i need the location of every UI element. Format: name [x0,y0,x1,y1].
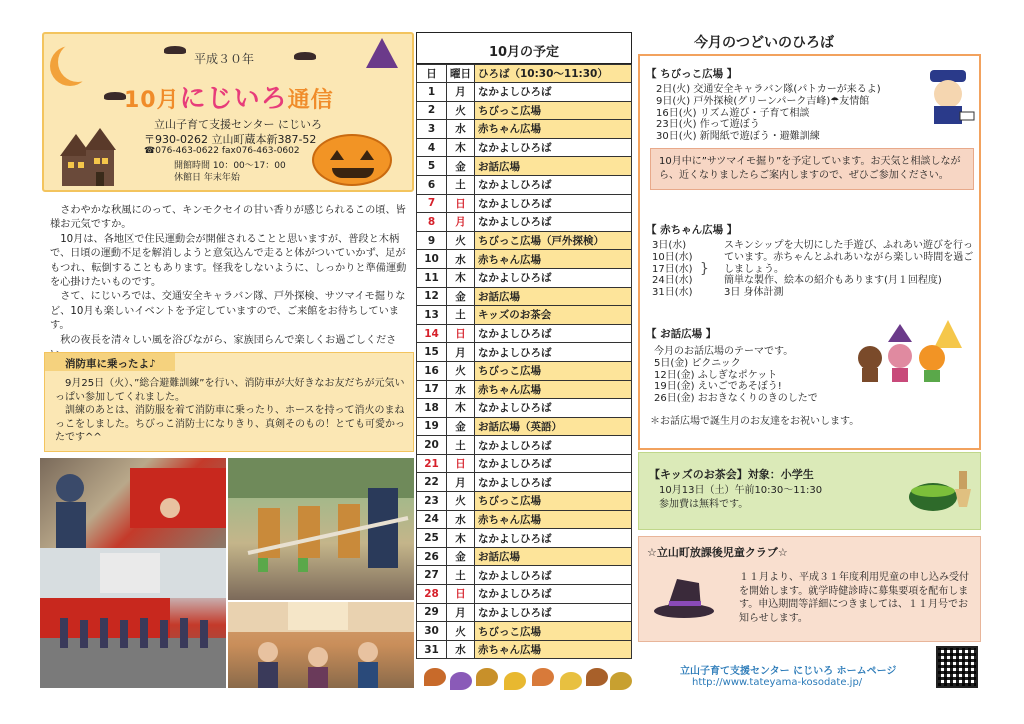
schedule-day: 21 [417,454,447,473]
chibikko-note: 10月中に”サツマイモ掘り”を予定しています。お天気と相談しながら、近くなりましたらご案内しますので、ぜひご参加ください。 [650,148,974,190]
schedule-weekday: 木 [447,529,475,548]
club-body: １１月より、平成３１年度利用児童の申し込み受付を開始します。就学時健診時に募集要項を配布します。申込期間等詳細につきましては、１１月号でお知らせします。 [739,572,969,624]
schedule-day: 29 [417,603,447,622]
schedule-event: なかよしひろば [475,138,632,157]
schedule-weekday: 月 [447,213,475,232]
akachan-dates: 3日(水) 10日(水) 17日(水) 24日(水) 31日(水) [652,240,693,299]
schedule-event: お話広場 [475,157,632,176]
schedule-day: 12 [417,287,447,306]
schedule-weekday: 火 [447,101,475,120]
photo-kids-firefighters [228,458,414,600]
schedule-weekday: 水 [447,120,475,139]
schedule-day: 18 [417,399,447,418]
acorn-icon [424,668,446,686]
schedule-row [417,268,632,287]
witch-hat-icon [653,575,715,619]
schedule-row [417,101,632,120]
bat-icon [294,52,316,60]
photo-fire-truck-inside [40,458,226,548]
era-year: 平成３０年 [194,52,255,66]
sweet-potato-icon [532,668,554,686]
schedule-day: 10 [417,250,447,269]
ohanashi-title: 【 お話広場 】 [646,328,717,340]
schedule-event: なかよしひろば [475,324,632,343]
schedule-day: 22 [417,473,447,492]
schedule-table [416,64,632,659]
schedule-weekday: 金 [447,547,475,566]
schedule-day: 1 [417,83,447,102]
schedule-event: お話広場（英語） [475,417,632,436]
ohanashi-list: 今月のお話広場のテーマです。 5日(金) ピクニック 12日(金) ふしぎなポケット 19日(金) えいごであそぼう! 26日(金) おおきなくりのきのしたで [654,346,818,405]
schedule-row [417,454,632,473]
fire-drill-body: 9月25日（火）、”総合避難訓練”を行い、消防車が大好きなお友だちが元気いっぱい参加してくれました。 訓練のあとは、消防服を着て消防車に乗ったり、ホースを持って消火のまねっこをしました。ちびっこ消防士になりきり、真剣そのもの！とても可愛かったです^^ [55,378,405,443]
schedule-day: 31 [417,640,447,659]
leaf-icon [504,672,526,690]
schedule-row [417,492,632,511]
chibikko-list: 2日(火) 交通安全キャラバン隊(パトカーが来るよ) 9日(火) 戸外探検(グリーンパーク吉峰)☂友情館 16日(火) リズム遊び・子育て相談 23日(火) 作って遊ぼう 30日(火) 新聞紙で遊ぼう・避難訓練 [656,84,881,143]
opening-hours: 開館時間 10：00～17：00 休館日 年末年始 [174,161,286,183]
schedule-row [417,566,632,585]
schedule-event: キッズのお茶会 [475,306,632,325]
schedule-header-row: 日 曜日 ひろば（10:30～11:30） [417,65,632,83]
schedule-weekday: 日 [447,324,475,343]
schedule-row [417,343,632,362]
schedule-weekday: 火 [447,361,475,380]
schedule-weekday: 土 [447,306,475,325]
schedule-day: 11 [417,268,447,287]
schedule-row [417,213,632,232]
schedule-day: 25 [417,529,447,548]
schedule-row [417,436,632,455]
schedule-row [417,622,632,641]
schedule-row [417,175,632,194]
schedule-day: 16 [417,361,447,380]
schedule-day: 27 [417,566,447,585]
schedule-event: なかよしひろば [475,529,632,548]
schedule-day: 26 [417,547,447,566]
schedule-event: なかよしひろば [475,175,632,194]
schedule-day: 8 [417,213,447,232]
schedule-event: なかよしひろば [475,83,632,102]
schedule-event: ちびっこ広場 [475,101,632,120]
schedule-title: 10月の予定 [416,32,632,64]
october-schedule [416,32,632,659]
pumpkin-icon [312,134,392,186]
fire-drill-box [44,352,414,452]
schedule-event: ちびっこ広場 [475,361,632,380]
schedule-weekday: 火 [447,622,475,641]
schedule-weekday: 月 [447,83,475,102]
schedule-event: なかよしひろば [475,399,632,418]
tsudoi-title: 今月のつどいのひろば [694,35,834,51]
leaf-icon [450,672,472,690]
moon-icon [58,42,98,82]
schedule-event: なかよしひろば [475,566,632,585]
schedule-weekday: 木 [447,268,475,287]
schedule-day: 2 [417,101,447,120]
schedule-event: 赤ちゃん広場 [475,120,632,139]
schedule-event: 赤ちゃん広場 [475,640,632,659]
witch-hat-icon [366,38,398,68]
schedule-weekday: 土 [447,566,475,585]
homepage-url[interactable]: http://www.tateyama-kosodate.jp/ [692,677,863,688]
schedule-row [417,120,632,139]
schedule-day: 14 [417,324,447,343]
schedule-weekday: 水 [447,380,475,399]
schedule-weekday: 金 [447,417,475,436]
newsletter-title: 10月にじいろ通信 [124,84,334,114]
schedule-event: 赤ちゃん広場 [475,510,632,529]
acorn-icon [586,668,608,686]
halloween-kids-icon [852,318,972,382]
leaf-icon [560,672,582,690]
tsudoi-box [638,54,981,450]
bat-icon [164,46,186,54]
schedule-row [417,83,632,102]
after-school-club-box [638,536,981,642]
matcha-tea-icon [907,467,973,517]
schedule-row [417,585,632,604]
schedule-event: ちびっこ広場 [475,492,632,511]
schedule-event: なかよしひろば [475,268,632,287]
photo-indoor-activity [228,602,414,688]
homepage-label: 立山子育て支援センター にじいろ ホームページ [680,666,897,677]
schedule-event: ちびっこ広場 [475,622,632,641]
schedule-day: 19 [417,417,447,436]
schedule-day: 30 [417,622,447,641]
schedule-event: 赤ちゃん広場 [475,380,632,399]
schedule-event: なかよしひろば [475,213,632,232]
schedule-event: なかよしひろば [475,473,632,492]
schedule-row [417,231,632,250]
schedule-row [417,603,632,622]
schedule-weekday: 木 [447,399,475,418]
schedule-day: 17 [417,380,447,399]
fire-drill-title: 消防車に乗ったよ♪ [45,353,175,371]
schedule-row [417,138,632,157]
schedule-row [417,417,632,436]
phone-fax: ☎076-463-0622 fax076-463-0602 [144,146,300,156]
schedule-weekday: 水 [447,250,475,269]
schedule-day: 7 [417,194,447,213]
schedule-row [417,529,632,548]
schedule-row [417,157,632,176]
schedule-weekday: 月 [447,343,475,362]
ohanashi-note: ＊お話広場で誕生月のお友達をお祝いします。 [650,416,860,427]
schedule-event: なかよしひろば [475,436,632,455]
schedule-row [417,361,632,380]
schedule-row [417,510,632,529]
police-officer-icon [920,68,976,126]
chibikko-title: 【 ちびっこ広場 】 [646,68,738,80]
schedule-weekday: 水 [447,510,475,529]
schedule-event: お話広場 [475,287,632,306]
schedule-row [417,194,632,213]
schedule-day: 28 [417,585,447,604]
schedule-day: 13 [417,306,447,325]
schedule-row [417,250,632,269]
kids-title: 【キッズのお茶会】対象：小学生 [649,468,814,481]
schedule-day: 5 [417,157,447,176]
schedule-day: 23 [417,492,447,511]
schedule-row [417,473,632,492]
schedule-weekday: 日 [447,585,475,604]
schedule-day: 3 [417,120,447,139]
schedule-row [417,287,632,306]
leaf-icon [610,672,632,690]
akachan-desc: スキンシップを大切にした手遊び、ふれあい遊びを行っています。赤ちゃんとふれあいながら楽しい時間を過ごしましょう。 簡単な製作、絵本の紹介もあります(月１回程度) 3日 身体計測 [724,240,974,299]
schedule-day: 20 [417,436,447,455]
schedule-row [417,399,632,418]
schedule-weekday: 水 [447,640,475,659]
autumn-decoration [420,664,632,692]
akachan-title: 【 赤ちゃん広場 】 [646,224,738,236]
schedule-event: 赤ちゃん広場 [475,250,632,269]
org-name: 立山子育て支援センター にじいろ [154,118,323,131]
schedule-event: ちびっこ広場（戸外探検） [475,231,632,250]
schedule-weekday: 金 [447,157,475,176]
schedule-weekday: 金 [447,287,475,306]
schedule-weekday: 火 [447,492,475,511]
schedule-row [417,306,632,325]
bat-icon [104,92,126,100]
schedule-weekday: 月 [447,603,475,622]
schedule-weekday: 木 [447,138,475,157]
brace-icon: } [700,261,709,277]
schedule-row [417,640,632,659]
schedule-event: なかよしひろば [475,194,632,213]
schedule-event: なかよしひろば [475,343,632,362]
photo-group-with-fire-truck [40,548,226,688]
schedule-event: なかよしひろば [475,454,632,473]
schedule-day: 4 [417,138,447,157]
schedule-day: 9 [417,231,447,250]
schedule-day: 24 [417,510,447,529]
schedule-day: 15 [417,343,447,362]
kids-tea-party-box [638,452,981,530]
schedule-event: なかよしひろば [475,603,632,622]
schedule-row [417,324,632,343]
schedule-event: お話広場 [475,547,632,566]
schedule-weekday: 月 [447,473,475,492]
haunted-house-icon [54,126,120,186]
schedule-weekday: 土 [447,436,475,455]
club-title: ☆立山町放課後児童クラブ☆ [647,546,788,559]
schedule-weekday: 日 [447,194,475,213]
kids-date: 10月13日（土）午前10:30～11:30 [659,485,823,496]
chestnut-icon [476,668,498,686]
kids-fee: 参加費は無料です。 [659,499,749,510]
schedule-weekday: 日 [447,454,475,473]
qr-code-icon [936,646,978,688]
schedule-weekday: 土 [447,175,475,194]
schedule-day: 6 [417,175,447,194]
schedule-weekday: 火 [447,231,475,250]
schedule-row [417,547,632,566]
schedule-event: なかよしひろば [475,585,632,604]
intro-text: さわやかな秋風にのって、キンモクセイの甘い香りが感じられるこの頃、皆様お元気ですか。 10月は、各地区で住民運動会が開催されることと思いますが、普段と木柄で、日頃の運動不足を解消しようと意気込んで走ると体がついていかず、足がもつれ、転倒することもあります。怪我をしないように、しっかりと準備運動を心掛けたいものです。 さて、にじいろでは、交通安全キャラバン隊、戸外探検、サツマイモ掘りなど、10月も楽しいイベントを予定していますので、ご来館をお待ちしています。 秋の夜長を清々しい風を浴びながら、家族団らんで楽しくお過ごしくださ [50,205,407,346]
newsletter-header [42,32,414,192]
address: 〒930-0262 立山町蔵本新387-52 [144,133,317,146]
schedule-row [417,380,632,399]
